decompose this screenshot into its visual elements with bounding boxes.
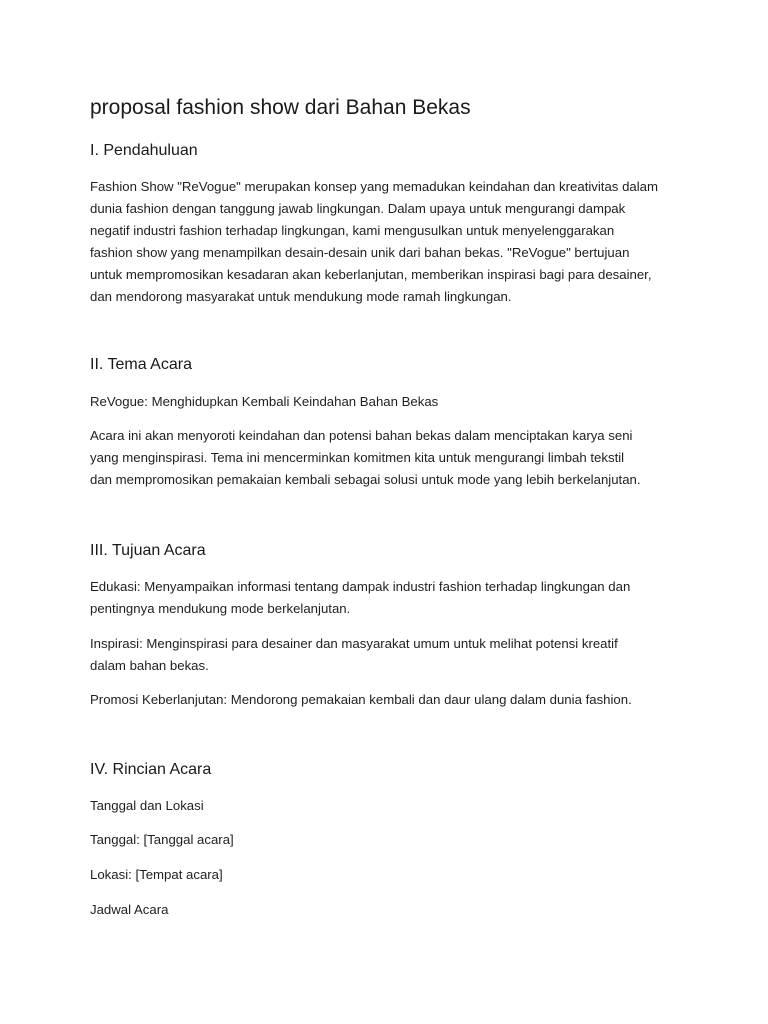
section-heading-pendahuluan: I. Pendahuluan bbox=[90, 142, 198, 159]
document-title: proposal fashion show dari Bahan Bekas bbox=[90, 96, 471, 119]
paragraph-line: Promosi Keberlanjutan: Mendorong pemakaian kembali dan daur ulang dalam dunia fashion. bbox=[90, 692, 632, 707]
paragraph-line: Lokasi: [Tempat acara] bbox=[90, 867, 223, 882]
section-heading-tujuan-acara: III. Tujuan Acara bbox=[90, 542, 206, 559]
paragraph-line: Acara ini akan menyoroti keindahan dan potensi bahan bekas dalam menciptakan karya seni bbox=[90, 428, 633, 443]
paragraph-tanggal bbox=[90, 829, 690, 851]
paragraph-jadwal-acara bbox=[90, 899, 690, 921]
paragraph-line: Edukasi: Menyampaikan informasi tentang dampak industri fashion terhadap lingkungan dan bbox=[90, 579, 631, 594]
paragraph-lokasi bbox=[90, 864, 690, 886]
paragraph-line: pentingnya mendukung mode berkelanjutan. bbox=[90, 601, 351, 616]
paragraph-line: Fashion Show "ReVogue" merupakan konsep yang memadukan keindahan dan kreativitas dalam bbox=[90, 179, 658, 194]
paragraph-line: Jadwal Acara bbox=[90, 902, 169, 917]
paragraph-line: fashion show yang menampilkan desain-desain unik dari bahan bekas. "ReVogue" bertujuan bbox=[90, 245, 630, 260]
paragraph-line: dan mempromosikan pemakaian kembali sebagai solusi untuk mode yang lebih berkelanjutan. bbox=[90, 472, 641, 487]
paragraph-line: yang menginspirasi. Tema ini mencerminkan komitmen kita untuk mengurangi limbah tekstil bbox=[90, 450, 625, 465]
paragraph-promosi bbox=[90, 689, 690, 711]
paragraph-line: untuk mempromosikan kesadaran akan keberlanjutan, memberikan inspirasi bagi para desainer, bbox=[90, 267, 652, 282]
paragraph-edukasi bbox=[90, 576, 690, 620]
paragraph-inspirasi bbox=[90, 633, 690, 677]
paragraph-line: negatif industri fashion terhadap lingkungan, kami mengusulkan untuk menyelenggarakan bbox=[90, 223, 615, 238]
paragraph-line: Tanggal: [Tanggal acara] bbox=[90, 832, 234, 847]
section-heading-tema-acara: II. Tema Acara bbox=[90, 356, 192, 373]
paragraph-line: dalam bahan bekas. bbox=[90, 658, 209, 673]
paragraph-line: dunia fashion dengan tanggung jawab lingkungan. Dalam upaya untuk mengurangi dampak bbox=[90, 201, 626, 216]
paragraph-line: Inspirasi: Menginspirasi para desainer dan masyarakat umum untuk melihat potensi kreatif bbox=[90, 636, 618, 651]
paragraph-line: dan mendorong masyarakat untuk mendukung mode ramah lingkungan. bbox=[90, 289, 512, 304]
paragraph-line: Tanggal dan Lokasi bbox=[90, 798, 204, 813]
paragraph-tema-description bbox=[90, 425, 690, 491]
paragraph-tema-title bbox=[90, 391, 690, 413]
paragraph-pendahuluan bbox=[90, 176, 690, 308]
paragraph-line: ReVogue: Menghidupkan Kembali Keindahan Bahan Bekas bbox=[90, 394, 439, 409]
section-heading-rincian-acara: IV. Rincian Acara bbox=[90, 761, 212, 778]
paragraph-tanggal-lokasi bbox=[90, 795, 690, 817]
